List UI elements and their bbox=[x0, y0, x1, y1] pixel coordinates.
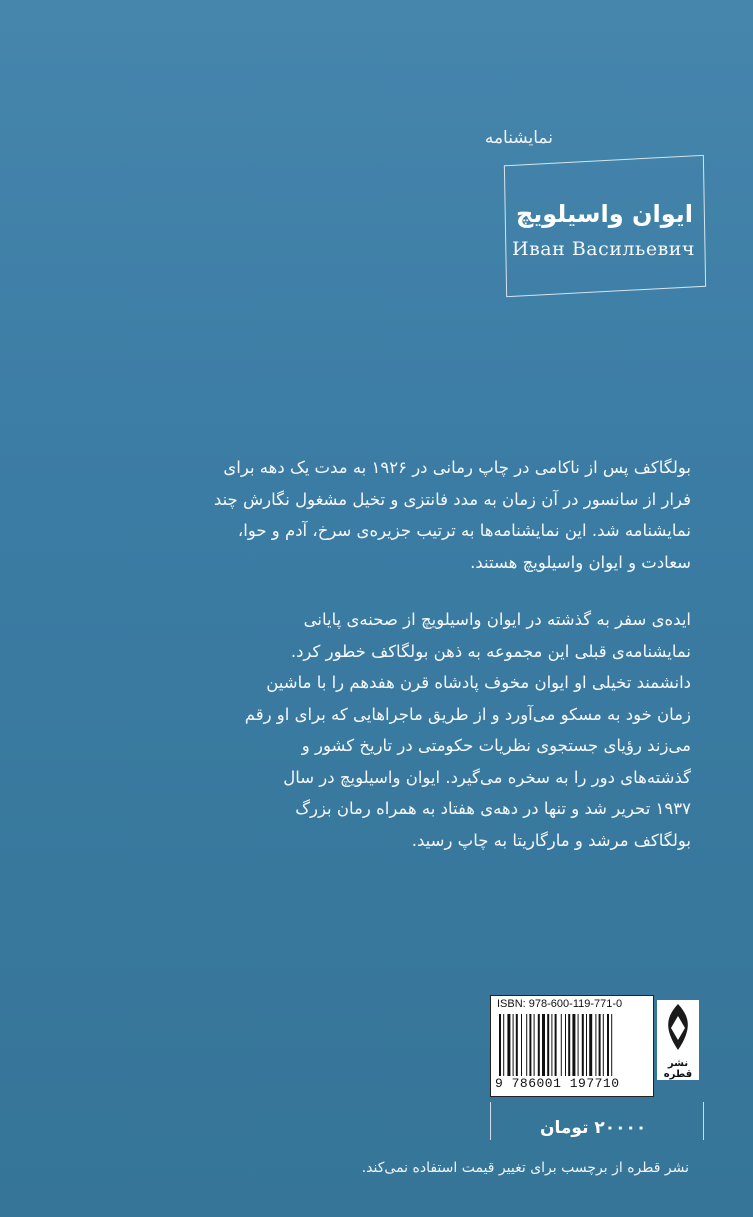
barcode-number: 9 786001 197710 bbox=[495, 1076, 620, 1091]
book-title-persian: ایوان واسیلویچ bbox=[515, 200, 693, 228]
text-line: سعادت و ایوان واسیلویچ هستند. bbox=[470, 552, 691, 572]
barcode-icon bbox=[497, 1014, 647, 1076]
text-line: ایده‌ی سفر به گذشته در ایوان واسیلویچ از صحنه‌ی پایانی bbox=[303, 610, 691, 629]
isbn-text: ISBN: 978-600-119-771-0 bbox=[497, 998, 623, 1010]
drop-logo-icon bbox=[657, 1000, 699, 1056]
text-line: نمایشنامه‌ی قبلی این مجموعه به ذهن بولگاکف خطور کرد. bbox=[290, 641, 691, 661]
price-note: نشر قطره از برچسب برای تغییر قیمت استفاده نمی‌کند. bbox=[361, 1160, 689, 1176]
book-title-russian: Иван Васильевич bbox=[512, 238, 695, 260]
price-label: ۲۰۰۰۰ تومان bbox=[540, 1118, 647, 1138]
barcode-label bbox=[490, 995, 654, 1097]
text-line: دانشمند تخیلی او ایوان مخوف پادشاه قرن هفدهم را با ماشین bbox=[266, 673, 691, 692]
text-line: فرار از سانسور در آن زمان به مدد فانتزی و تخیل مشغول نگارش چند bbox=[213, 489, 691, 509]
description-paragraph-1 bbox=[171, 452, 691, 578]
text-line: بولگاکف پس از ناکامی در چاپ رمانی در ۱۹۲۶ به مدت یک دهه برای bbox=[223, 458, 691, 477]
publisher-logo bbox=[657, 1000, 699, 1080]
genre-label: نمایشنامه bbox=[484, 128, 553, 148]
text-line: ۱۹۳۷ تحریر شد و تنها در دهه‌ی هفتاد به همراه رمان بزرگ bbox=[295, 799, 691, 818]
text-line: بولگاکف مرشد و مارگاریتا به چاپ رسید. bbox=[411, 830, 691, 850]
text-line: می‌زند رؤیای جستجوی نظریات حکومتی در تاریخ کشور و bbox=[301, 736, 691, 755]
text-line: زمان خود به مسکو می‌آورد و از طریق ماجراهایی که برای او رقم bbox=[244, 704, 691, 724]
text-line: نمایشنامه شد. این نمایشنامه‌ها به ترتیب جزیره‌ی سرخ، آدم و حوا، bbox=[237, 521, 691, 540]
publisher-logo-text: نشر قطره bbox=[663, 1058, 693, 1080]
description-paragraph-2 bbox=[171, 604, 691, 856]
text-line: گذشته‌های دور را به سخره می‌گیرد. ایوان واسیلویچ در سال bbox=[283, 767, 691, 787]
